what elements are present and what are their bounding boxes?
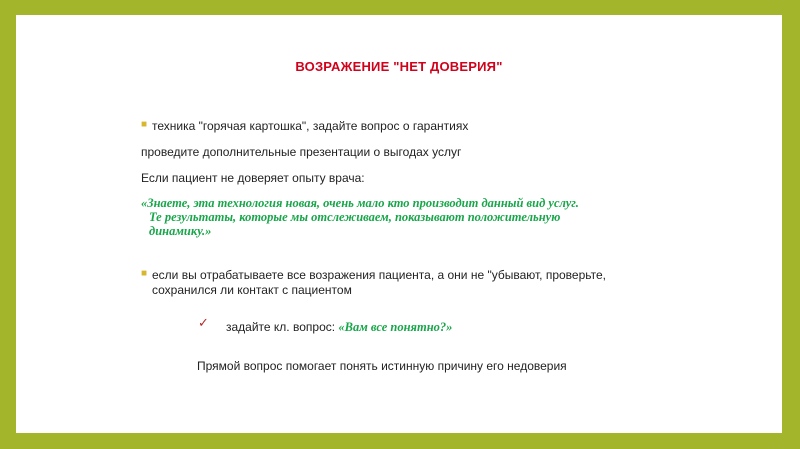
quote-line-3: динамику.» — [149, 224, 212, 238]
slide-title: ВОЗРАЖЕНИЕ "НЕТ ДОВЕРИЯ" — [295, 59, 503, 74]
check-item — [226, 320, 452, 335]
bullet-icon: ■ — [141, 268, 148, 279]
bullet-icon: ■ — [141, 119, 148, 130]
check-item-prefix: задайте кл. вопрос: — [226, 320, 339, 334]
slide — [16, 15, 782, 433]
bullet-text-2b: сохранился ли контакт с пациентом — [152, 283, 352, 297]
checkmark-icon: ✓ — [198, 315, 209, 330]
quote-line-1: «Знаете, эта технология новая, очень мало кто производит данный вид услуг. — [141, 196, 579, 210]
check-item-question: «Вам все понятно?» — [338, 320, 453, 334]
text-line-2: проведите дополнительные презентации о выгодах услуг — [141, 145, 462, 159]
quote-line-2: Те результаты, которые мы отслеживаем, показывают положительную — [149, 210, 561, 224]
bullet-text-2a: если вы отрабатываете все возражения пациента, а они не "убывают, проверьте, — [152, 268, 606, 282]
quote-block — [141, 196, 681, 238]
bullet-text-1: техника "горячая картошка", задайте вопрос о гарантиях — [152, 119, 469, 133]
text-line-3: Если пациент не доверяет опыту врача: — [141, 171, 365, 185]
final-line: Прямой вопрос помогает понять истинную причину его недоверия — [197, 359, 567, 373]
